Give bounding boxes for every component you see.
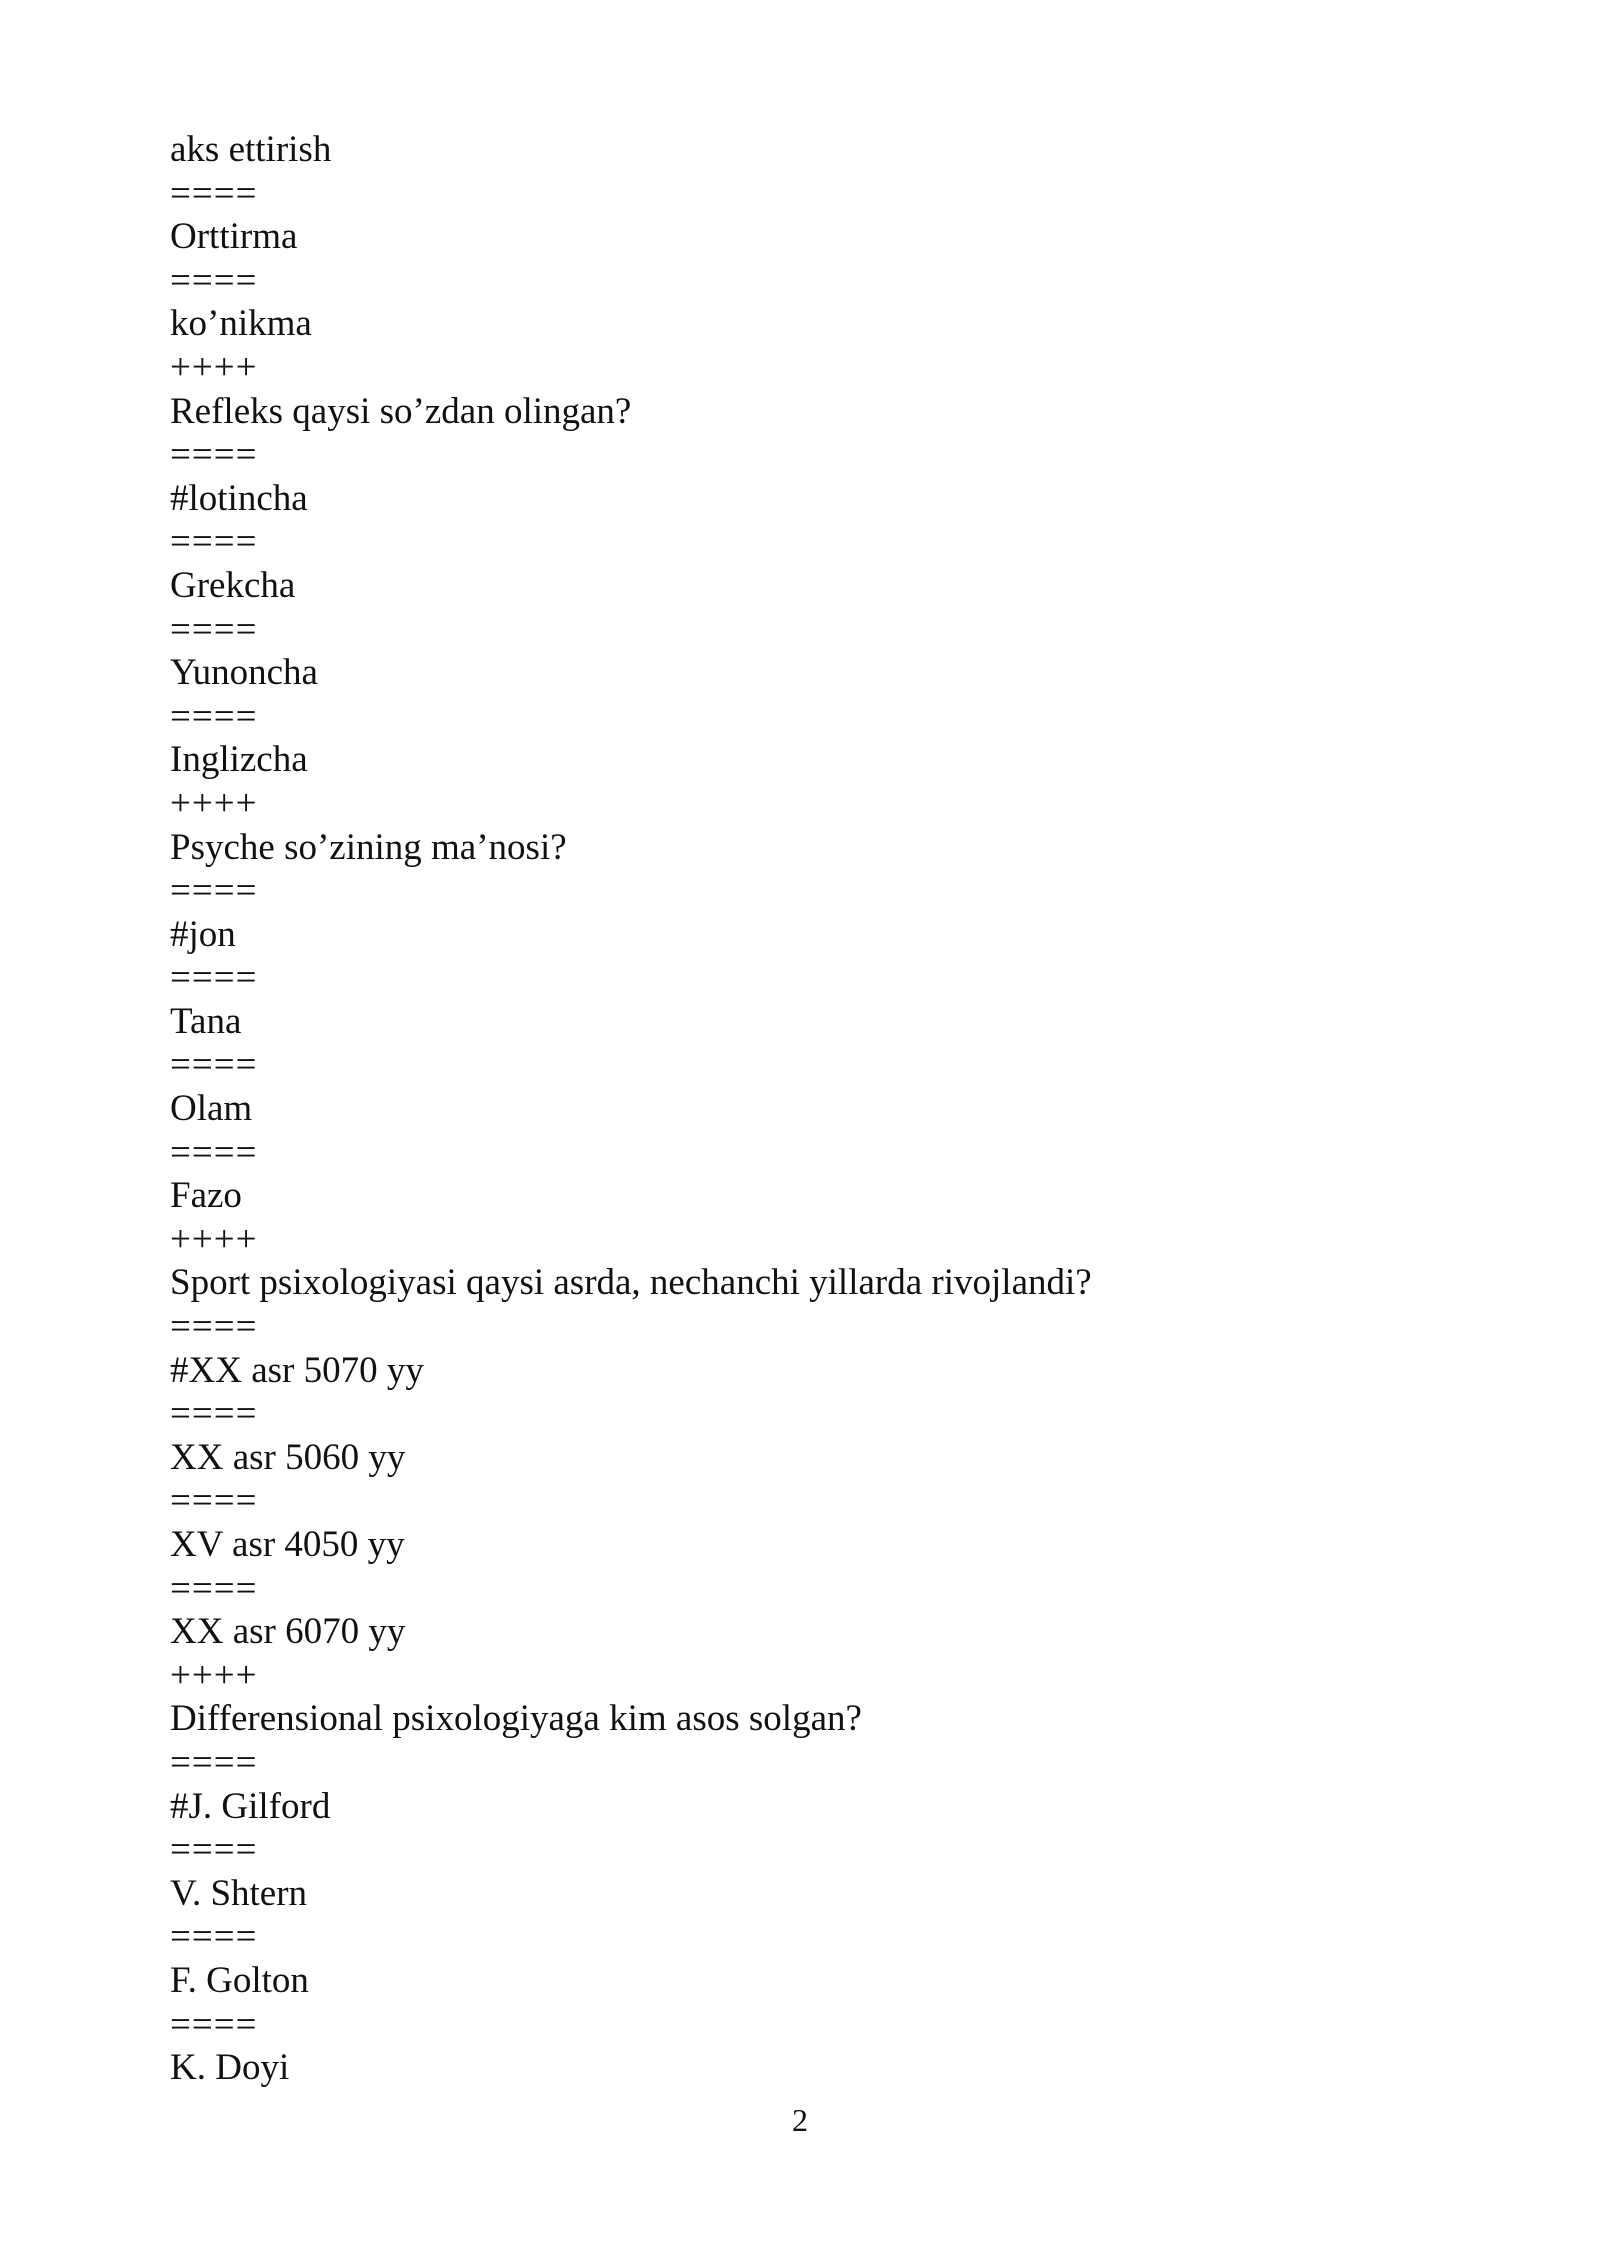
separator-line: ====	[170, 2003, 258, 2045]
text-line: ko’nikma	[170, 303, 312, 345]
question-text: Differensional psixologiyaga kim asos solgan?	[170, 1698, 862, 1740]
separator-line: ====	[170, 1044, 258, 1086]
answer-option: Olam	[170, 1088, 253, 1130]
separator-line: ====	[170, 870, 258, 912]
answer-option-correct: #jon	[170, 913, 236, 955]
answer-option: Fazo	[170, 1175, 242, 1217]
answer-option: K. Doyi	[170, 2047, 290, 2089]
question-separator-line: ++++	[170, 782, 258, 824]
answer-option: F. Golton	[170, 1959, 309, 2001]
page-number: 2	[792, 2102, 808, 2138]
question-text: Psyche so’zining ma’nosi?	[170, 826, 567, 868]
separator-line: ====	[170, 1829, 258, 1871]
separator-line: ====	[170, 172, 258, 214]
separator-line: ====	[170, 1306, 258, 1348]
text-line: Orttirma	[170, 216, 298, 258]
separator-line: ====	[170, 695, 258, 737]
separator-line: ====	[170, 957, 258, 999]
separator-line: ====	[170, 1741, 258, 1783]
separator-line: ====	[170, 521, 258, 563]
answer-option: XX asr 6070 yy	[170, 1611, 406, 1653]
separator-line: ====	[170, 608, 258, 650]
answer-option-correct: #J. Gilford	[170, 1785, 331, 1827]
answer-option-correct: #XX asr 5070 yy	[170, 1349, 424, 1391]
text-line: aks ettirish	[170, 129, 332, 170]
separator-line: ====	[170, 1393, 258, 1435]
answer-option: XV asr 4050 yy	[170, 1524, 405, 1565]
separator-line: ====	[170, 1916, 258, 1958]
separator-line: ====	[170, 1131, 258, 1173]
page-content	[170, 128, 1450, 2090]
separator-line: ====	[170, 434, 258, 476]
separator-line: ====	[170, 259, 258, 301]
question-text: Sport psixologiyasi qaysi asrda, nechanchi yillarda rivojlandi?	[170, 1262, 1092, 1304]
answer-option: Yunoncha	[170, 652, 318, 694]
separator-line: ====	[170, 1567, 258, 1609]
answer-option: Tana	[170, 1000, 242, 1042]
question-separator-line: ++++	[170, 346, 258, 388]
question-separator-line: ++++	[170, 1218, 258, 1260]
answer-option: Grekcha	[170, 564, 296, 606]
answer-option-correct: #lotincha	[170, 477, 308, 519]
answer-option: V. Shtern	[170, 1872, 308, 1914]
answer-option: Inglizcha	[170, 739, 308, 781]
question-separator-line: ++++	[170, 1654, 258, 1696]
answer-option: XX asr 5060 yy	[170, 1436, 406, 1478]
separator-line: ====	[170, 1480, 258, 1522]
question-text: Refleks qaysi so’zdan olingan?	[170, 390, 632, 432]
